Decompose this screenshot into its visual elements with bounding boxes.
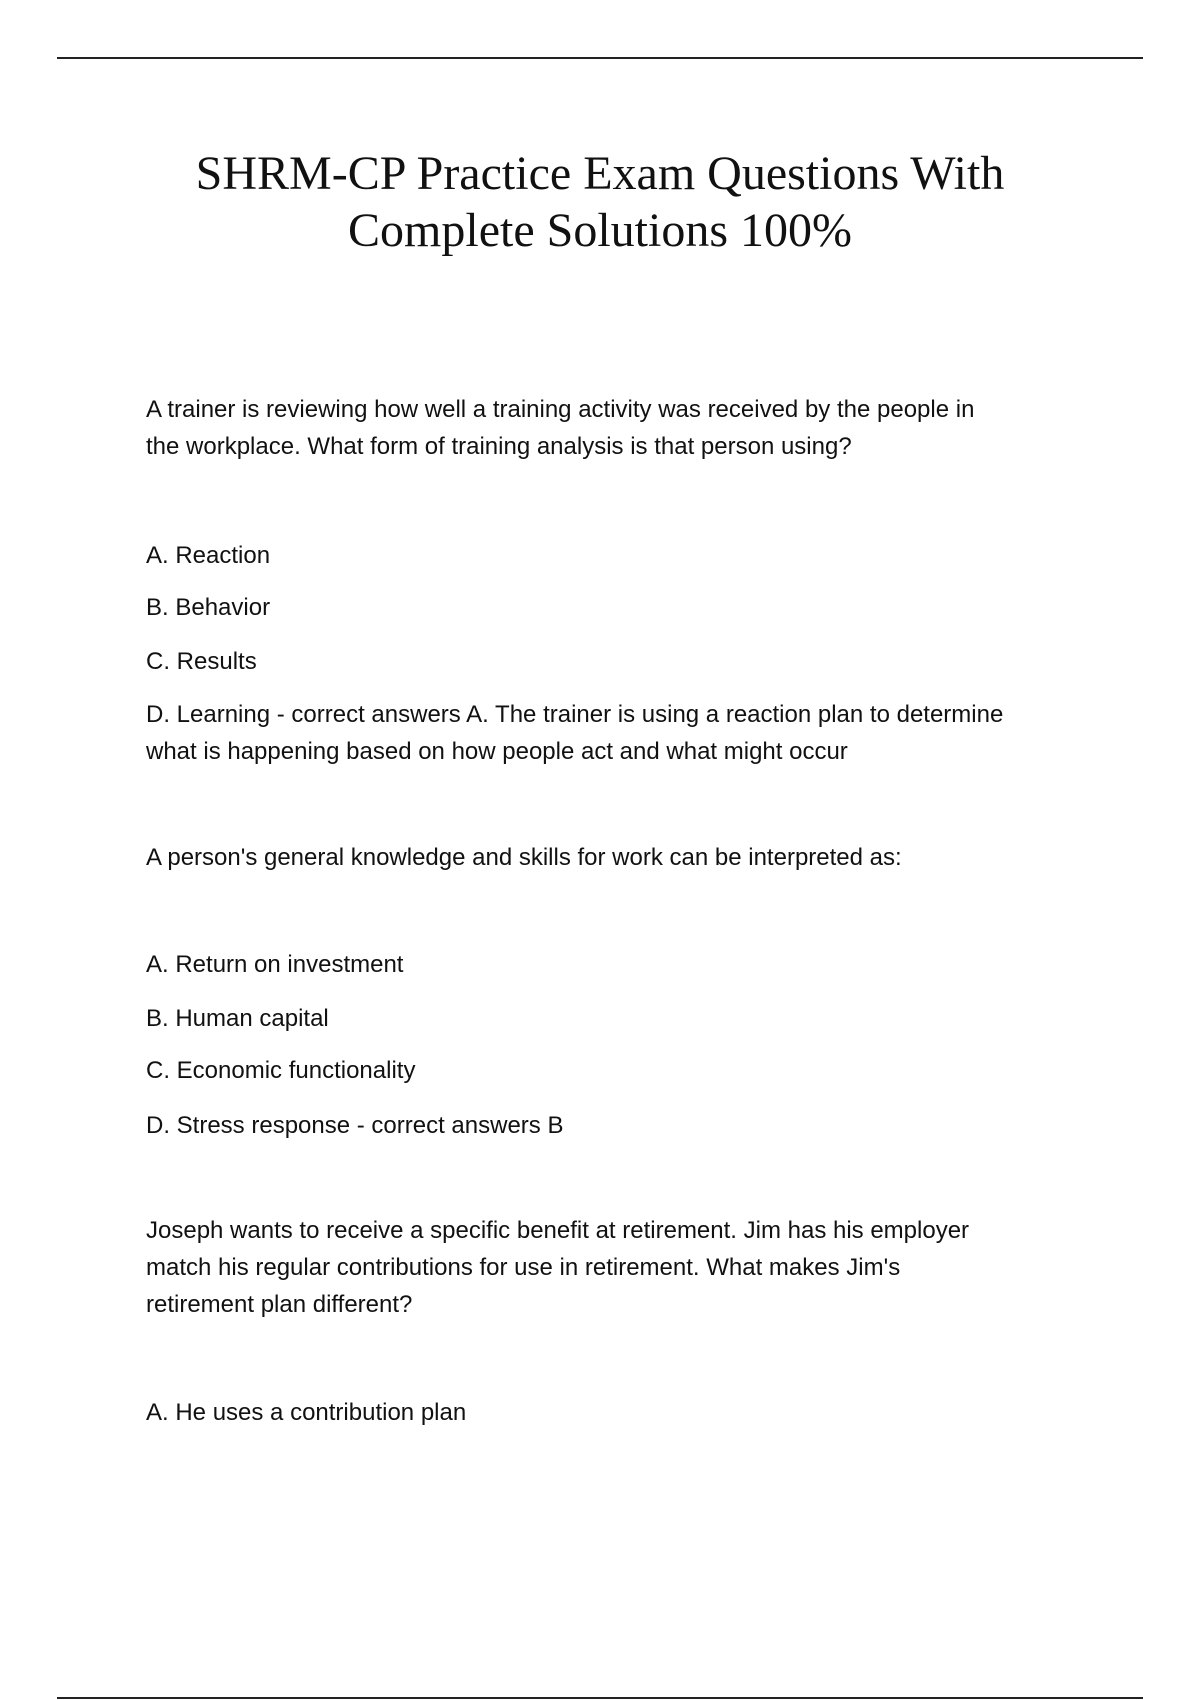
bottom-rule (57, 1697, 1143, 1699)
question-3-prompt (146, 1212, 1076, 1323)
question-1-answer-line: D. Learning - correct answers A. The trainer is using a reaction plan to determine (146, 701, 1004, 728)
top-rule (57, 57, 1143, 59)
question-2-prompt (146, 839, 1076, 876)
question-1-option-d-answer (146, 696, 1076, 770)
question-2-option-a: A. Return on investment (146, 951, 404, 978)
question-1-answer-line: what is happening based on how people act and what might occur (146, 738, 848, 765)
question-3-prompt-line: Joseph wants to receive a specific benefit at retirement. Jim has his employer (146, 1217, 970, 1244)
question-1-option-b: B. Behavior (146, 594, 271, 621)
document-title (100, 145, 1100, 259)
question-2-option-d-answer: D. Stress response - correct answers B (146, 1112, 564, 1139)
question-3-prompt-line: retirement plan different? (146, 1291, 413, 1318)
question-1-prompt (146, 391, 1076, 465)
question-2-prompt-line: A person's general knowledge and skills for work can be interpreted as: (146, 844, 902, 871)
question-2-option-c: C. Economic functionality (146, 1057, 416, 1084)
question-3-option-a: A. He uses a contribution plan (146, 1399, 467, 1426)
question-3-prompt-line: match his regular contributions for use in retirement. What makes Jim's (146, 1254, 901, 1281)
title-line: Complete Solutions 100% (348, 204, 852, 257)
question-1-option-a: A. Reaction (146, 542, 271, 569)
question-1-option-c: C. Results (146, 648, 257, 675)
question-2-option-b: B. Human capital (146, 1005, 329, 1032)
title-line: SHRM-CP Practice Exam Questions With (195, 147, 1005, 200)
question-1-prompt-line: the workplace. What form of training analysis is that person using? (146, 433, 852, 460)
question-1-prompt-line: A trainer is reviewing how well a training activity was received by the people in (146, 396, 975, 423)
